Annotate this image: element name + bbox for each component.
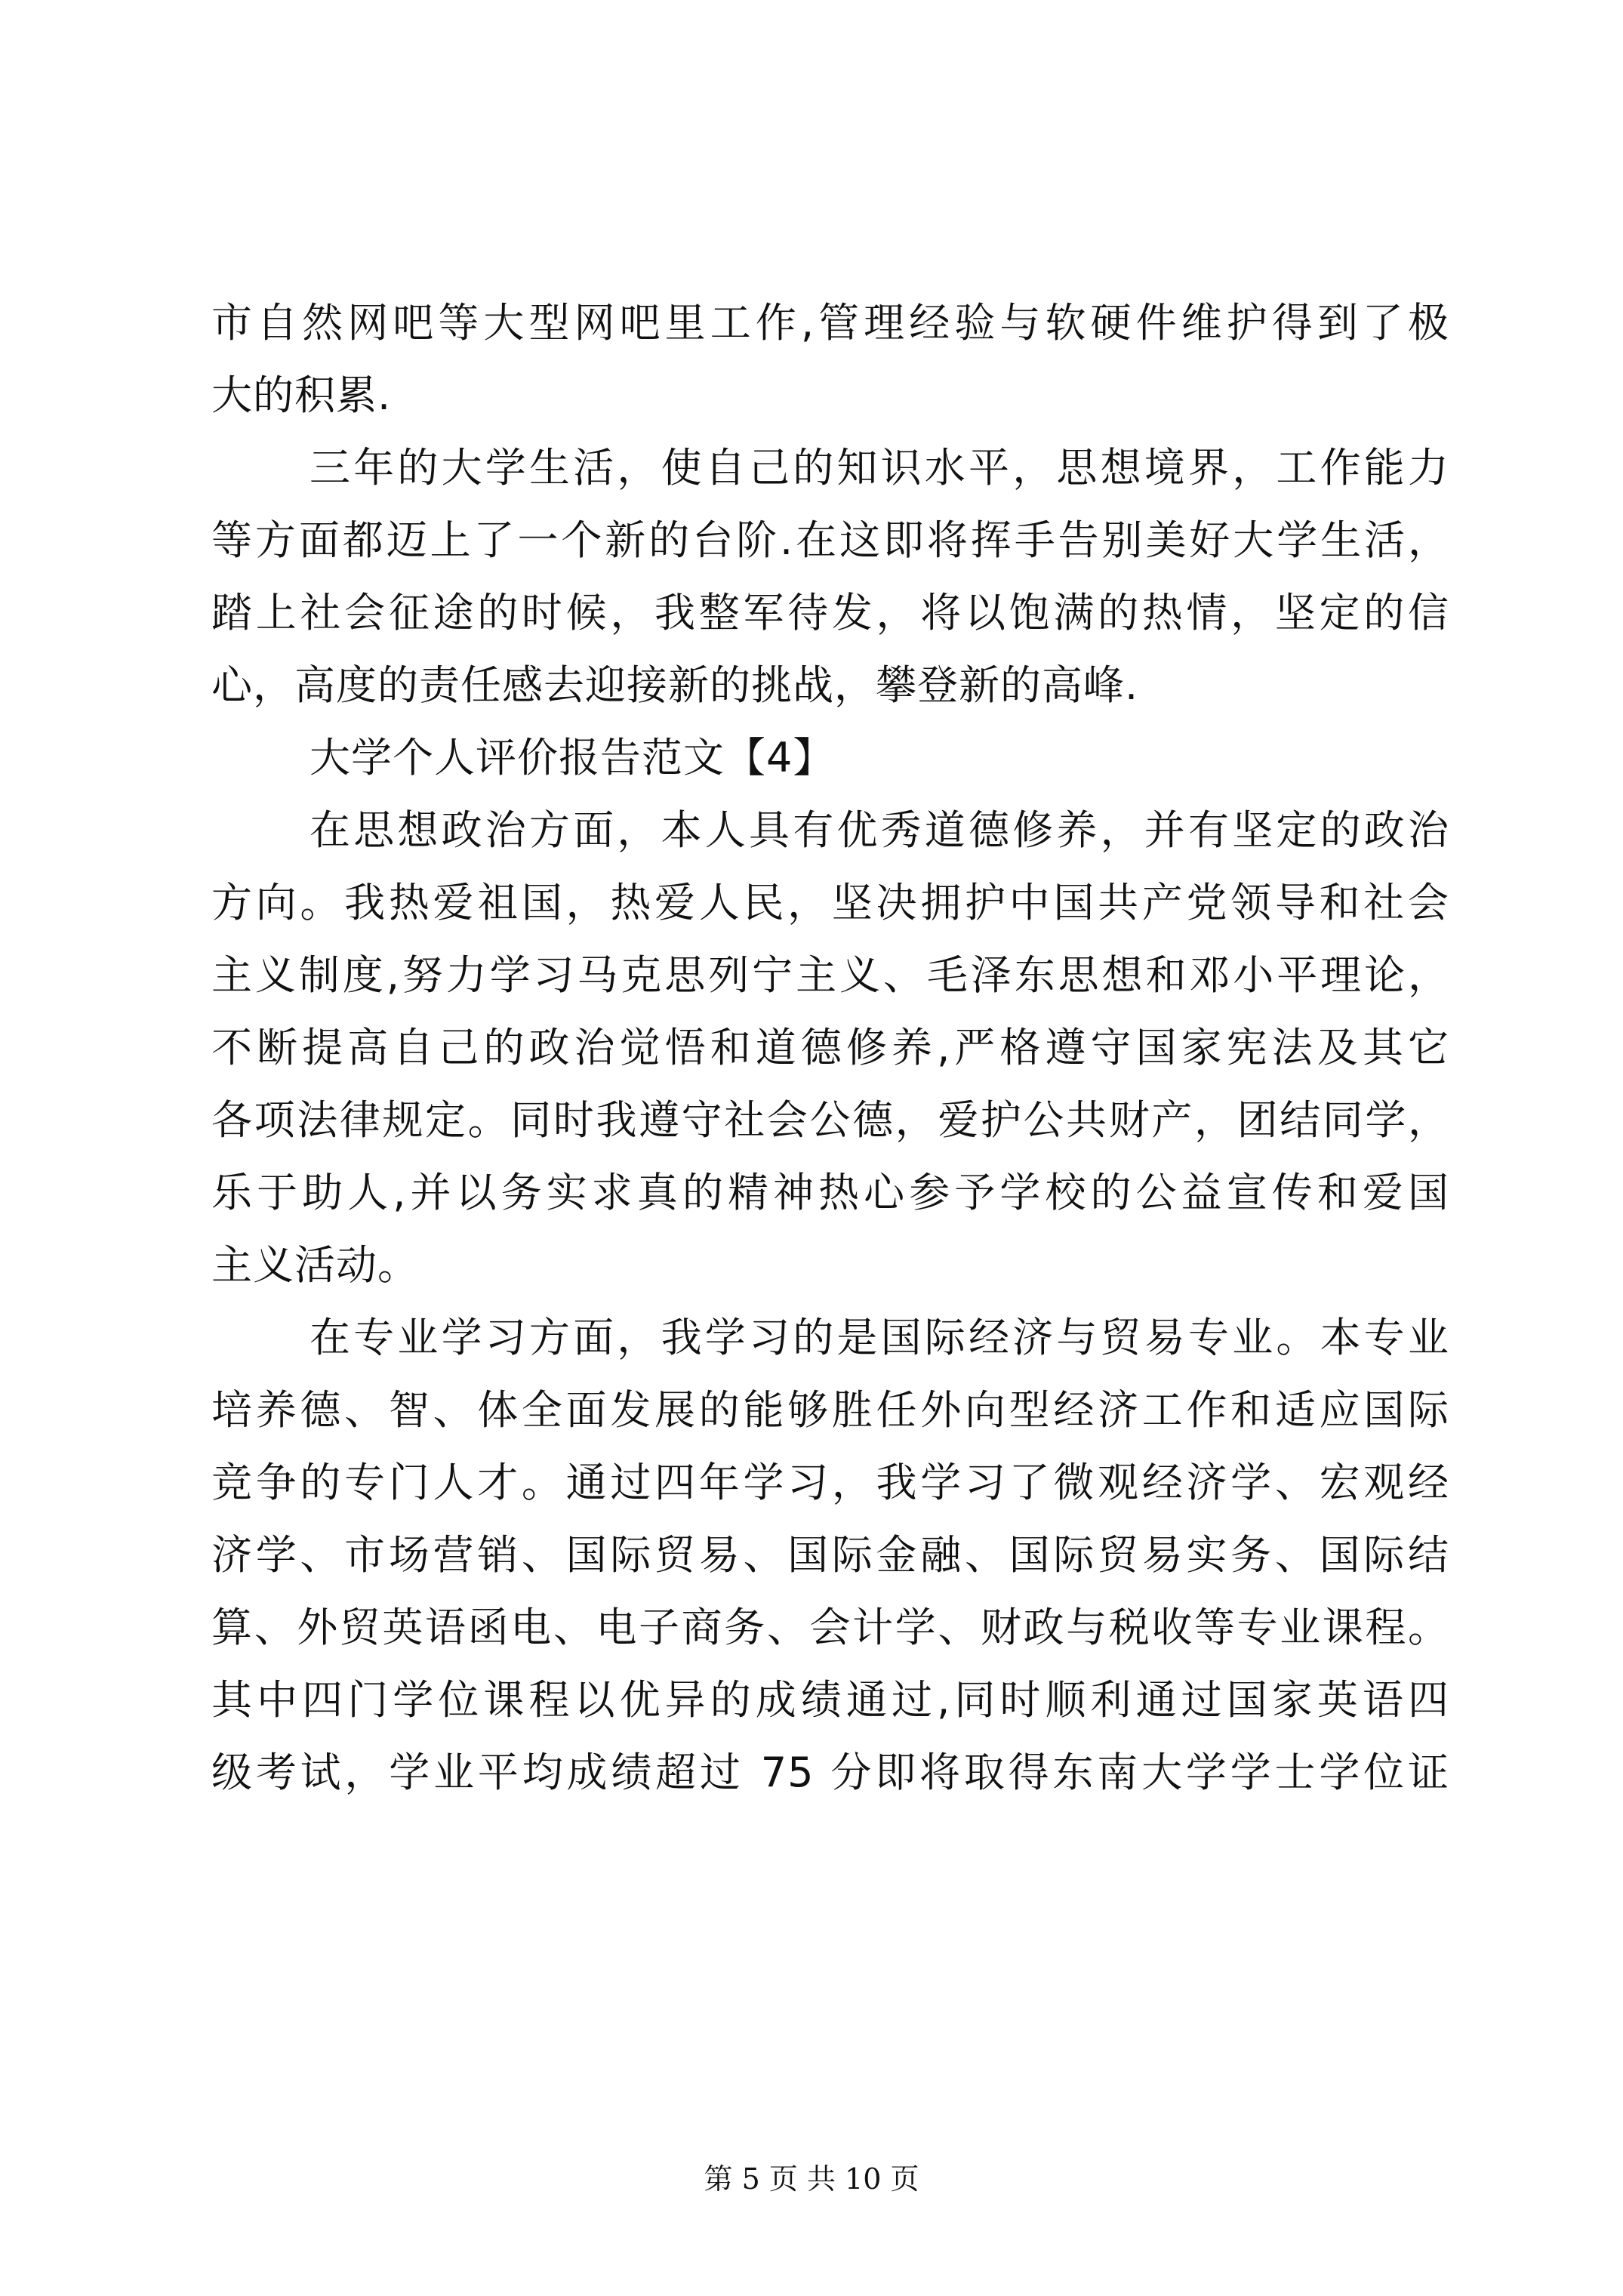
text-line: 大的积累. bbox=[211, 371, 392, 419]
text-line: 在专业学习方面，我学习的是国际经济与贸易专业。本专业 bbox=[310, 1314, 1449, 1361]
text-line: 踏上社会征途的时候，我整军待发，将以饱满的热情，坚定的信 bbox=[211, 589, 1449, 636]
text-line: 各项法律规定。同时我遵守社会公德，爱护公共财产，团结同学， bbox=[211, 1096, 1449, 1144]
text-line: 市自然网吧等大型网吧里工作,管理经验与软硬件维护得到了极 bbox=[211, 299, 1449, 347]
text-line: 级考试，学业平均成绩超过 75 分即将取得东南大学学士学位证 bbox=[211, 1749, 1449, 1796]
text-line: 不断提高自己的政治觉悟和道德修养,严格遵守国家宪法及其它 bbox=[211, 1024, 1449, 1071]
body-text bbox=[211, 287, 1449, 1809]
text-line: 方向。我热爱祖国，热爱人民，坚决拥护中国共产党领导和社会 bbox=[211, 879, 1449, 926]
text-line: 主义活动。 bbox=[211, 1241, 419, 1289]
text-line: 主义制度,努力学习马克思列宁主义、毛泽东思想和邓小平理论， bbox=[211, 951, 1449, 999]
text-line: 在思想政治方面，本人具有优秀道德修养，并有坚定的政治 bbox=[310, 806, 1449, 854]
text-line: 心，高度的责任感去迎接新的挑战，攀登新的高峰. bbox=[211, 661, 1139, 709]
text-line: 乐于助人,并以务实求真的精神热心参予学校的公益宣传和爱国 bbox=[211, 1169, 1449, 1216]
text-line: 竞争的专门人才。通过四年学习，我学习了微观经济学、宏观经 bbox=[211, 1459, 1449, 1506]
page-number-footer: 第 5 页 共 10 页 bbox=[704, 2162, 919, 2196]
text-line: 培养德、智、体全面发展的能够胜任外向型经济工作和适应国际 bbox=[211, 1386, 1449, 1434]
text-line: 其中四门学位课程以优异的成绩通过,同时顺利通过国家英语四 bbox=[211, 1676, 1449, 1724]
text-line: 济学、市场营销、国际贸易、国际金融、国际贸易实务、国际结 bbox=[211, 1531, 1449, 1579]
text-line: 三年的大学生活，使自己的知识水平，思想境界，工作能力 bbox=[310, 444, 1449, 492]
text-line: 算、外贸英语函电、电子商务、会计学、财政与税收等专业课程。 bbox=[211, 1604, 1449, 1651]
text-line: 等方面都迈上了一个新的台阶.在这即将挥手告别美好大学生活， bbox=[211, 516, 1449, 564]
section-heading: 大学个人评价报告范文【4】 bbox=[310, 734, 835, 781]
